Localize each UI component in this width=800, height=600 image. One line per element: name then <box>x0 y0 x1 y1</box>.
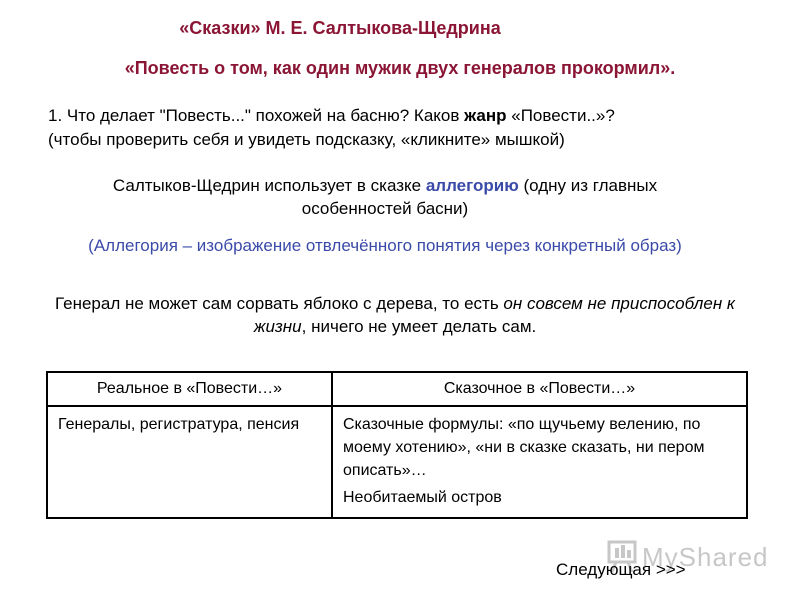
question-instruction: (чтобы проверить себя и увидеть подсказку, «кликните» мышкой) <box>48 130 565 149</box>
column-header-real: Реальное в «Повести…» <box>47 372 332 406</box>
cell-fairy-formulas: Сказочные формулы: «по щучьему велению, по моему хотению», «ни в сказке сказать, ни пером описать»… <box>343 416 705 479</box>
question-text-before: 1. Что делает "Повесть..." похожей на басню? Каков <box>48 106 465 125</box>
question-block <box>48 104 768 152</box>
hint-general-before: Генерал не может сам сорвать яблоко с дерева, то есть <box>55 294 504 313</box>
table-header-row <box>47 372 747 406</box>
hint-allegory-definition[interactable]: (Аллегория – изображение отвлечённого понятия через конкретный образ) <box>88 236 682 255</box>
question-genre-word: жанр <box>464 106 507 125</box>
cell-real: Генералы, регистратура, пенсия <box>47 406 332 518</box>
hint-general-italic: он совсем не приспособлен к жизни <box>253 294 735 336</box>
page-title: «Сказки» М. Е. Салтыкова-Щедрина <box>179 18 501 38</box>
page-subtitle: «Повесть о том, как один мужик двух генералов прокормил». <box>124 58 676 78</box>
hint-allegory-before: Салтыков-Щедрин использует в сказке <box>112 176 426 195</box>
hint-allegory-after: (одну из главных особенностей басни) <box>301 176 658 218</box>
hint-allegory[interactable] <box>70 174 700 220</box>
cell-fairy <box>332 406 747 518</box>
column-header-fairy: Сказочное в «Повести…» <box>332 372 747 406</box>
cell-fairy-island: Необитаемый остров <box>343 489 502 506</box>
watermark-text: MyShared <box>642 542 769 572</box>
hint-allegory-term: аллегорию <box>425 176 519 195</box>
question-text-after: «Повести..»? <box>506 106 615 125</box>
comparison-table <box>46 371 748 519</box>
hint-general-example[interactable] <box>40 292 750 338</box>
hint-general-after: , ничего не умеет делать сам. <box>301 317 537 336</box>
next-slide-link[interactable]: Следующая >>> <box>556 560 686 579</box>
table-row <box>47 406 747 518</box>
